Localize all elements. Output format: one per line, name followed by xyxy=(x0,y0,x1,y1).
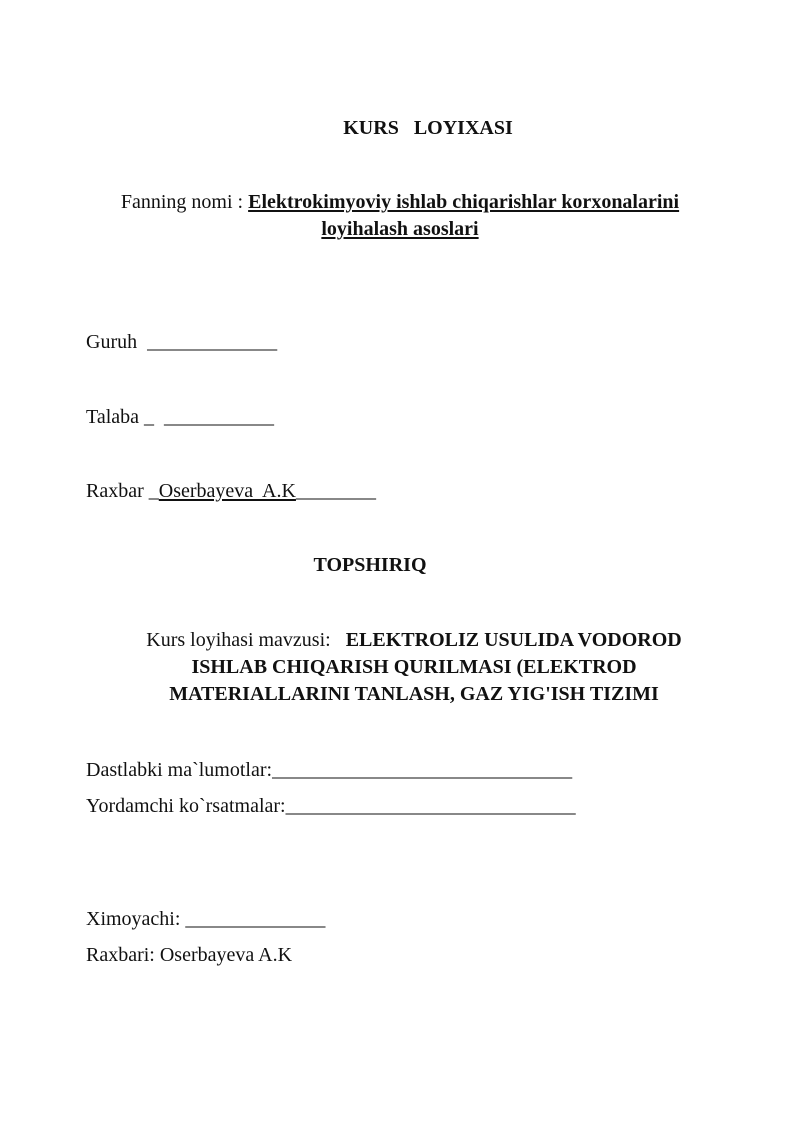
subject-line-1 xyxy=(0,189,800,215)
supervisor-prefix: Raxbar _ xyxy=(86,480,159,502)
supervisor-suffix: ________ xyxy=(295,480,376,502)
assignment-heading: TOPSHIRIQ xyxy=(313,554,427,576)
topic-text-line-2: ISHLAB CHIQARISH QURILMASI (ELEKTROD xyxy=(191,656,637,678)
subject-name-line-2: loyihalash asoslari xyxy=(321,218,479,240)
subject-label: Fanning nomi : xyxy=(120,191,249,213)
initial-data-field: Dastlabki ma`lumotlar:______________________________ xyxy=(86,759,573,781)
topic-text-line-1: ELEKTROLIZ USULIDA VODOROD xyxy=(345,629,682,651)
supervisor-signature: Raxbari: Oserbayeva A.K xyxy=(86,944,293,966)
topic-line-1 xyxy=(14,627,800,653)
document-title: KURS LOYIXASI xyxy=(343,117,513,139)
student-field: Talaba _ ___________ xyxy=(86,406,275,428)
topic-text-line-3: MATERIALLARINI TANLASH, GAZ YIG'ISH TIZIMI xyxy=(169,683,659,705)
guidelines-field: Yordamchi ko`rsatmalar:_____________________________ xyxy=(86,795,576,817)
group-field: Guruh _____________ xyxy=(86,331,278,353)
defender-field: Ximoyachi: ______________ xyxy=(86,908,326,930)
subject-name-line-1: Elektrokimyoviy ishlab chiqarishlar korxonalarini xyxy=(248,191,680,213)
supervisor-name: Oserbayeva A.K xyxy=(158,480,296,502)
supervisor-field xyxy=(86,478,376,504)
topic-label: Kurs loyihasi mavzusi: xyxy=(146,629,346,651)
